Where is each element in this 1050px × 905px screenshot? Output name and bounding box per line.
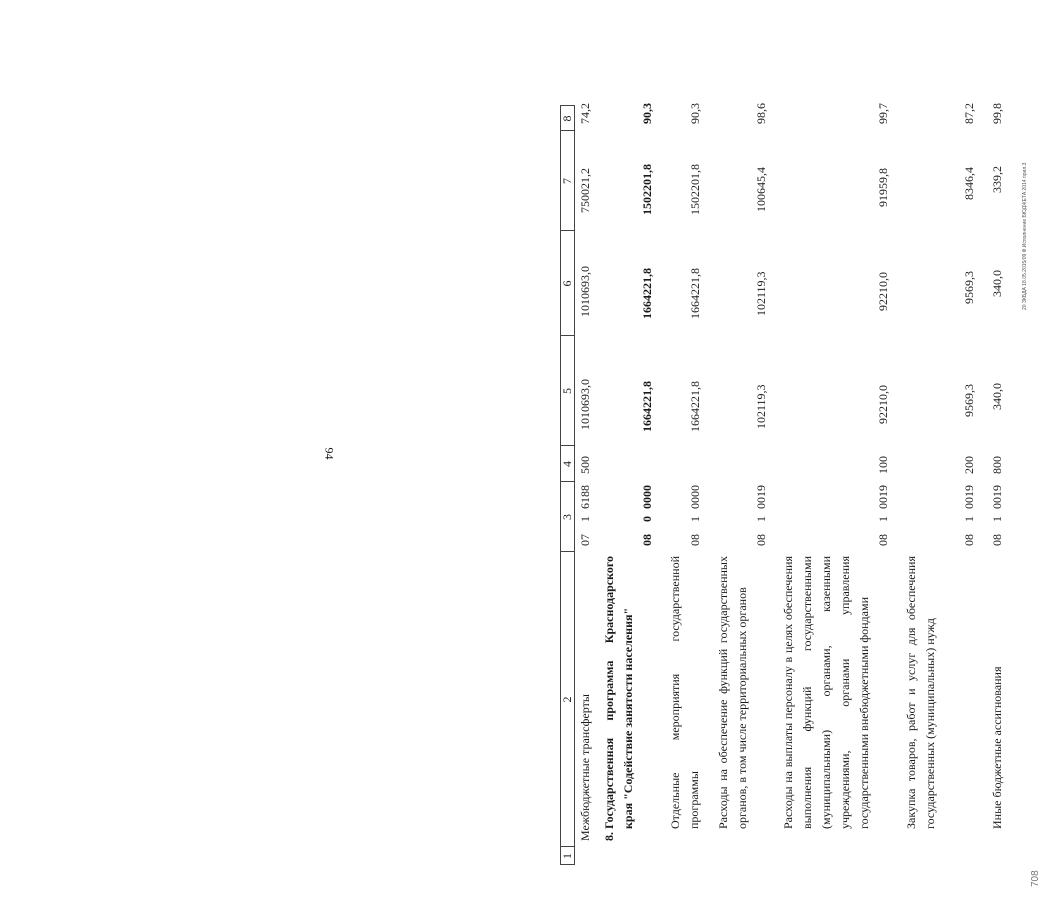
col-header-3: 3 [560, 514, 574, 520]
row-name: Межбюджетные трансферты [578, 694, 592, 841]
corner-mark: 708 [1030, 870, 1041, 887]
row-expense-type: 200 [962, 456, 976, 474]
row-value-6: 102119,3 [754, 271, 768, 316]
col-header-2: 2 [560, 696, 574, 703]
row-article: 0019 [876, 485, 890, 509]
row-program: 1 [990, 516, 1004, 522]
row-article: 0000 [688, 485, 702, 509]
row-value-8: 87,2 [962, 103, 976, 124]
row-value-5: 1010693,0 [578, 379, 592, 430]
row-value-7: 100645,4 [754, 167, 768, 212]
row-program: 1 [578, 516, 592, 522]
row-value-7: 339,2 [990, 166, 1004, 193]
row-value-6: 9569,3 [962, 271, 976, 304]
row-value-7: 1502201,8 [640, 164, 654, 215]
row-program: 1 [688, 516, 702, 522]
row-section: 08 [640, 534, 654, 546]
row-value-8: 98,6 [754, 103, 768, 124]
row-name: Иные бюджетные ассигнования [990, 666, 1004, 829]
row-section: 08 [962, 534, 976, 546]
col-header-4: 4 [560, 461, 574, 467]
row-value-6: 340,0 [990, 270, 1004, 297]
row-article: 0019 [754, 485, 768, 509]
row-section: 07 [578, 534, 592, 546]
row-name: Государственная программа Краснодарского края "Содействие занятости населения" [602, 556, 635, 829]
row-value-5: 102119,3 [754, 384, 768, 429]
col-header-8: 8 [560, 115, 574, 122]
row-value-8: 99,7 [876, 103, 890, 124]
row-program: 1 [876, 516, 890, 522]
row-value-8: 99,8 [990, 103, 1004, 124]
col-header-7: 7 [560, 178, 574, 184]
row-section: 08 [876, 534, 890, 546]
row-value-8: 90,3 [688, 103, 702, 124]
row-program: 1 [962, 516, 976, 522]
budget-table-sheet [560, 45, 1050, 887]
row-name: Отдельные мероприятия государственной программы [668, 556, 701, 829]
row-value-7: 8346,4 [962, 167, 976, 200]
row-value-6: 1664221,8 [640, 268, 654, 319]
row-value-7: 1502201,8 [688, 164, 702, 215]
row-value-5: 340,0 [990, 383, 1004, 410]
row-expense-type: 100 [876, 456, 890, 474]
col-header-5: 5 [560, 388, 574, 394]
row-article: 0019 [990, 485, 1004, 509]
col-header-6: 6 [560, 280, 574, 287]
row-name: Закупка товаров, работ и услуг для обеспечения государственных (муниципальных) нужд [904, 556, 937, 829]
row-value-5: 9569,3 [962, 384, 976, 417]
row-value-7: 750021,2 [578, 168, 592, 213]
row-expense-type: 500 [578, 456, 592, 474]
row-article: 0019 [962, 485, 976, 509]
row-value-8: 74,2 [578, 103, 592, 124]
row-value-6: 1664221,8 [688, 268, 702, 319]
row-program: 0 [640, 516, 654, 522]
row-value-5: 92210,0 [876, 385, 890, 424]
row-program: 1 [754, 516, 768, 522]
row-value-7: 91959,8 [876, 168, 890, 207]
row-value-5: 1664221,8 [688, 381, 702, 432]
row-section: 08 [754, 534, 768, 546]
row-name: Расходы на выплаты персоналу в целях обеспечения выполнения функций государственными (муниципальными) органами, казенными учреждениями, органами управления государственными внебюджетными фондами [781, 556, 871, 829]
row-value-6: 92210,0 [876, 272, 890, 311]
footer-reference: 20 ЗКБДА 18.05.2015/09 Ф.Исполнение БЮДЖЕТА 2014 прил.3 [1022, 162, 1028, 310]
row-number: 8. [602, 832, 616, 841]
row-expense-type: 800 [990, 456, 1004, 474]
row-name: Расходы на обеспечение функций государственных органов, в том числе территориальных органов [716, 556, 749, 829]
row-article: 6188 [578, 485, 592, 509]
row-section: 08 [990, 534, 1004, 546]
row-value-5: 1664221,8 [640, 381, 654, 432]
row-value-8: 90,3 [640, 103, 654, 124]
row-article: 0000 [640, 485, 654, 509]
row-value-6: 1010693,0 [578, 266, 592, 317]
col-header-1: 1 [560, 853, 574, 859]
row-section: 08 [688, 534, 702, 546]
page-number: 94 [322, 447, 337, 460]
